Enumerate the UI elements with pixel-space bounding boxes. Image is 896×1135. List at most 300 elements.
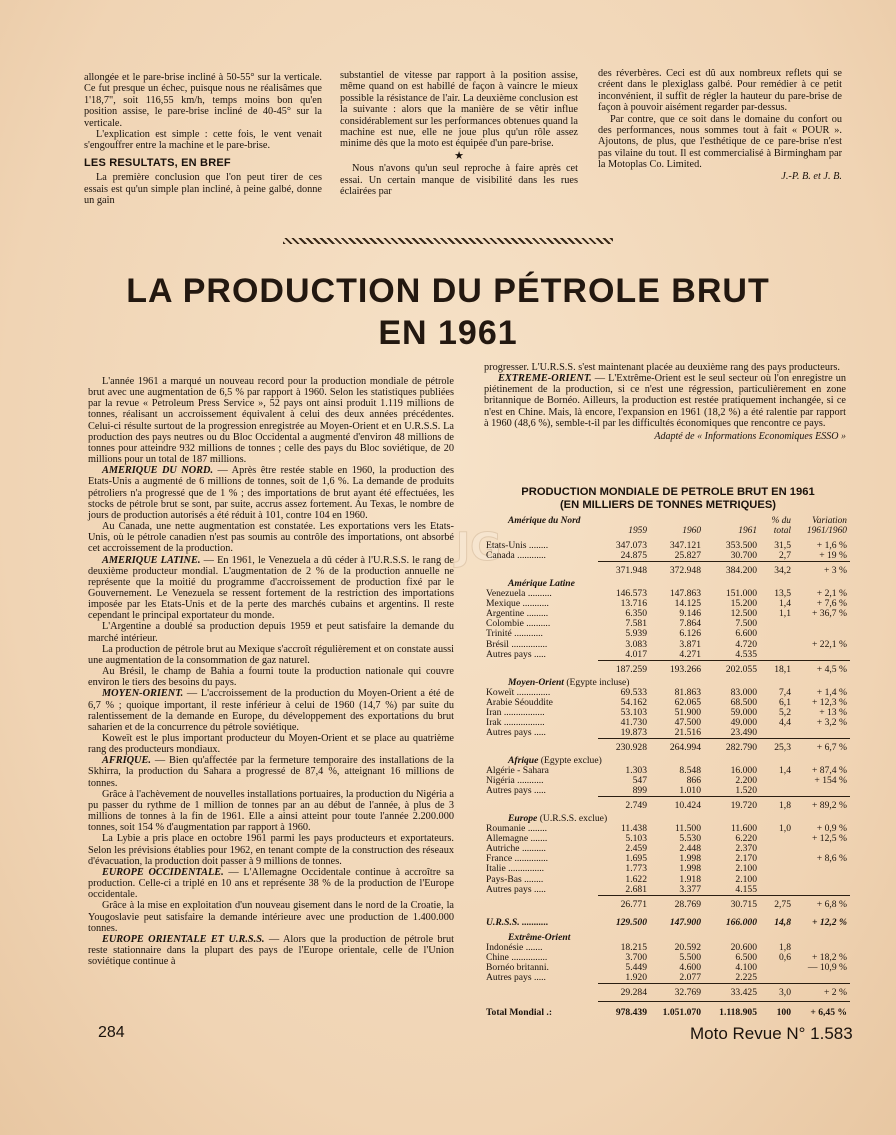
table-cell: + 8,6 % (816, 853, 847, 865)
table-cell: 6.500 (735, 951, 757, 963)
table-cell: 16.000 (730, 765, 757, 777)
table-cell: 15.200 (730, 598, 757, 610)
table-cell: 4.100 (735, 961, 757, 973)
row-label: Autres pays ..... (486, 785, 546, 797)
table-cell (760, 834, 794, 844)
table-header (486, 516, 850, 526)
paragraph: — L'Extrême-Orient est le seul secteur où l'on enregistre un piétinement de la production, si ce n'est une régression, particulièrement en zone britannique de Bornéo. Ailleurs, la production est restée pratiquement inchangée, si ce n'est en Chine. Mais, là encore, l'expansion en 1961 (18,2 %) a été ralentie par rapport à 1960 (48,6 %), semble-t-il par les difficultés économiques que rencontre ce pays. (484, 373, 846, 429)
table-cell: 13,5 (774, 588, 791, 600)
paragraph: La Lybie a pris place en octobre 1961 parmi les pays producteurs et exportateurs. Selon les prévisions établies pour 1962, en tenant compte de la construction des réseaux d'évacuation, la production doit passer à 9 millions de tonnes. (88, 833, 454, 867)
table-cell: 146.573 (615, 588, 647, 600)
article-right-column (484, 362, 846, 442)
table-row (486, 864, 850, 874)
table-cell: 6.600 (735, 628, 757, 640)
table-cell: 12.500 (730, 608, 757, 620)
table-cell: 25,3 (760, 738, 794, 756)
section-heading: EUROPE ORIENTALE ET U.R.S.S. (102, 933, 265, 945)
table-cell: 5.530 (679, 833, 701, 845)
group-note: (U.R.S.S. exclue) (539, 813, 608, 825)
table-cell: 2.100 (735, 873, 757, 885)
table-cell: 81.863 (674, 686, 701, 698)
group-label: Amérique Latine (508, 578, 575, 590)
row-label: Canada ............ (486, 550, 546, 562)
table-row (486, 983, 850, 1001)
section-heading: AMERIQUE DU NORD. (102, 465, 214, 477)
table-cell: + 2 % (794, 983, 850, 1001)
table-cell (760, 885, 794, 896)
row-label: Nigéria ........... (486, 775, 544, 787)
row-label: Iran ................. (486, 706, 545, 718)
table-cell: 19.873 (620, 726, 647, 738)
table-cell: 20.600 (730, 941, 757, 953)
paragraph: Nous n'avons qu'un seul reproche à faire après cet essai. Un certain manque de visibilité dans les rues éclairées par (340, 163, 578, 198)
magazine-issue: Moto Revue N° 1.583 (690, 1024, 853, 1043)
table-cell: — 10,9 % (807, 961, 847, 973)
paragraph: — Alors que la production de pétrole brut reste stationnaire dans la plupart des pays de l'Europe orientale, celle de l'Union soviétique continue à (88, 933, 454, 968)
table-cell: 3.700 (625, 951, 647, 963)
table-cell: 3.377 (679, 883, 701, 895)
table-cell: 371.948 (598, 562, 650, 580)
table-cell (794, 619, 850, 629)
table-cell (486, 526, 598, 536)
row-label: Venezuela .......... (486, 588, 552, 600)
table-cell: 4,4 (779, 716, 791, 728)
table-cell: 18.215 (620, 941, 647, 953)
table-cell: 18,1 (760, 660, 794, 678)
table-cell: + 0,9 % (816, 823, 847, 835)
table-cell (760, 973, 794, 984)
section-heading: EXTREME-ORIENT. (498, 373, 592, 385)
star-separator: ★ (454, 149, 464, 162)
table-cell: 59.000 (730, 706, 757, 718)
row-label: Chine ............... (486, 951, 548, 963)
table-cell: 1,8 (760, 797, 794, 815)
table-cell: 1,0 (779, 823, 791, 835)
table-cell: 6,1 (779, 696, 791, 708)
table-cell: 83.000 (730, 686, 757, 698)
table-cell: 1.520 (735, 785, 757, 797)
row-label: Trinité ............ (486, 628, 543, 640)
table-cell (760, 963, 794, 973)
table-cell: 49.000 (730, 716, 757, 728)
table-cell: 4.155 (735, 883, 757, 895)
table-cell: 230.928 (598, 738, 650, 756)
table-row (486, 885, 850, 896)
table-title-line2: (EN MILLIERS DE TONNES METRIQUES) (559, 499, 777, 511)
page-number: 284 (98, 1024, 125, 1041)
section-heading: AFRIQUE. (102, 755, 151, 767)
table-cell: 866 (686, 775, 701, 787)
table-cell: + 2,1 % (816, 588, 847, 600)
table-cell: 11.500 (674, 823, 701, 835)
table-cell: 2.170 (735, 853, 757, 865)
table-cell: 151.000 (725, 588, 757, 600)
table-cell: 7.500 (735, 618, 757, 630)
table-cell: + 18,2 % (812, 951, 847, 963)
table-cell (760, 864, 794, 874)
svg-text:JG: JG (456, 525, 502, 569)
table-title (488, 486, 848, 512)
table-cell: 32.769 (650, 983, 704, 1001)
table-cell: 1.118.905 (704, 1001, 760, 1018)
row-label: Roumanie ........ (486, 823, 548, 835)
row-label: Etats-Unis ........ (486, 540, 549, 552)
table-cell: 13.716 (620, 598, 647, 610)
table-cell: 5.103 (625, 833, 647, 845)
table-cell: 4.535 (735, 648, 757, 660)
table-cell: 62.065 (674, 696, 701, 708)
top-column-1 (84, 72, 322, 206)
table-row (486, 660, 850, 678)
table-cell: 1.303 (625, 765, 647, 777)
table-cell (794, 728, 850, 739)
paragraph: — L'accroissement de la production du Moyen-Orient a été de 6,7 % ; quoique important, il reste inférieur à celui de 1960 (14,7 %) par suite du ralentissement de la demande en Europe, du développement des exportations du brut saharien et de la concurrence du pétrole soviétique. (88, 688, 454, 733)
table-cell: 129.500 (615, 916, 647, 928)
group-label: Extrême-Orient (508, 931, 571, 943)
row-label: Arabie Séouddite (486, 696, 553, 708)
table-cell: 8.548 (679, 765, 701, 777)
paragraph: progresser. L'U.R.S.S. s'est maintenant placée au deuxième rang des pays producteurs. (484, 362, 840, 373)
table-cell: 5.939 (625, 628, 647, 640)
table-cell (650, 516, 704, 526)
top-column-2 (340, 70, 578, 197)
table-cell: 1,1 (779, 608, 791, 620)
table-cell: + 7,6 % (816, 598, 847, 610)
table-cell: 54.162 (620, 696, 647, 708)
table-cell: 51.900 (674, 706, 701, 718)
article-title-line2: EN 1961 (378, 314, 518, 352)
table-cell: 3.871 (679, 638, 701, 650)
table-cell: 2.749 (598, 797, 650, 815)
table-cell: 7.581 (625, 618, 647, 630)
table-cell: 23.490 (730, 726, 757, 738)
table-cell: 3,0 (760, 983, 794, 1001)
table-cell (794, 885, 850, 896)
column-header: 1959 (628, 526, 647, 537)
article-left-column (88, 376, 454, 967)
table-cell (760, 650, 794, 661)
group-note: (Egypte incluse) (566, 676, 630, 688)
table-row (486, 562, 850, 580)
table-cell: 372.948 (650, 562, 704, 580)
row-label: Pays-Bas ........ (486, 873, 544, 885)
paragraph: Grâce à la mise en exploitation d'un nouveau gisement dans le nord de la Croatie, la Yougoslavie peut satisfaire la demande intérieure avec une production de 1.400.000 tonnes. (88, 900, 454, 934)
table-cell: 29.284 (598, 983, 650, 1001)
table-cell: 1.998 (679, 863, 701, 875)
row-label: Autres pays ..... (486, 972, 546, 984)
table-cell: 69.533 (620, 686, 647, 698)
table-cell: 1.920 (625, 971, 647, 983)
table-cell: 14,8 (774, 916, 791, 928)
row-label: Colombie .......... (486, 618, 551, 630)
table-cell: 2.459 (625, 843, 647, 855)
table-row (486, 738, 850, 756)
table-cell: 1.051.070 (650, 1001, 704, 1018)
table-cell: + 6,7 % (794, 738, 850, 756)
table-cell: 2.225 (735, 971, 757, 983)
table-cell: 24.875 (620, 550, 647, 562)
table-cell: 6.220 (735, 833, 757, 845)
paragraph: La première conclusion que l'on peut tirer de ces essais est qu'un simple plan incliné, à peine galbé, donne un gain (84, 172, 322, 207)
table-cell: 20.592 (674, 941, 701, 953)
group-label: Amérique du Nord (508, 516, 581, 526)
table-cell: 14.125 (674, 598, 701, 610)
table-cell (760, 640, 794, 650)
row-label: Algérie - Sahara (486, 765, 549, 777)
table-cell: 6.350 (625, 608, 647, 620)
source-credit: Adapté de « Informations Economiques ESSO » (654, 430, 846, 442)
paragraph: Grâce à l'achèvement de nouvelles installations portuaires, la production du Nigéria a pu passer du rythme de 1 million de tonnes par an au début de l'année, à plus de 3 millions de tonnes à la fin de 1961. Elle a ainsi atteint pour toute l'année 2.200.000 tonnes, soit 154 % d'augmentation par rapport à 1960. (88, 788, 454, 834)
table-cell: 5.449 (625, 961, 647, 973)
table-cell: + 22,1 % (812, 638, 847, 650)
row-label: U.R.S.S. ........... (486, 916, 549, 928)
table-cell: 10.424 (650, 797, 704, 815)
row-label: Koweït .............. (486, 686, 551, 698)
table-cell: 30.700 (730, 550, 757, 562)
table-cell: 347.121 (669, 540, 701, 552)
table-cell (794, 629, 850, 639)
table-cell (760, 728, 794, 739)
table-cell: 4.720 (735, 638, 757, 650)
table-cell: 11.438 (620, 823, 647, 835)
paragraph: Au Brésil, le champ de Bahia a fourni toute la production nationale qui couvre environ le tiers des besoins du pays. (88, 666, 454, 689)
table-cell: 6.126 (679, 628, 701, 640)
row-label: Autres pays ..... (486, 883, 546, 895)
column-header: total (773, 526, 791, 537)
table-cell: 147.863 (669, 588, 701, 600)
table-cell (794, 650, 850, 661)
table-cell: 1.010 (679, 785, 701, 797)
paragraph: L'année 1961 a marqué un nouveau record pour la production mondiale de pétrole brut avec une augmentation de 6,5 % par rapport à 1960. Selon les statistiques publiées par la revue « Petroleum Press Service », 52 pays ont ainsi produit 1.119 millions de tonnes, réalisant un accroissement équivalent à celui des deux années précédentes. Celui-ci résulte surtout de la progression enregistrée au Moyen-Orient et en U.R.S.S. La production des pays neutres ou du Bloc Occidental a augmenté d'environ 48 millions de tonnes pour atteindre 932 millions de tonnes ; celle des pays du Bloc soviétique, de 20 millions pour un total de 187 millions. (88, 376, 454, 466)
row-label: Indonésie ....... (486, 941, 543, 953)
column-header: % du (771, 516, 791, 526)
row-label: Total Mondial .: (486, 1006, 553, 1018)
table-title-line1: PRODUCTION MONDIALE DE PETROLE BRUT EN 1961 (521, 486, 815, 498)
row-label: Argentine ......... (486, 608, 549, 620)
table-cell: 2,75 (760, 895, 794, 913)
table-cell: 1.998 (679, 853, 701, 865)
table-cell: 347.073 (615, 540, 647, 552)
table-row (486, 797, 850, 815)
table-cell: 21.516 (674, 726, 701, 738)
table-row (486, 786, 850, 797)
table-cell: 1.918 (679, 873, 701, 885)
row-label (486, 738, 598, 756)
table-cell (760, 629, 794, 639)
column-header: 1961 (738, 526, 757, 537)
table-cell: + 154 % (814, 775, 847, 787)
row-label (486, 797, 598, 815)
table-row (486, 551, 850, 562)
table-cell: 100 (760, 1001, 794, 1018)
table-row (486, 728, 850, 739)
paragraph: — Bien qu'affectée par la fermeture temporaire des installations de la Skhirra, la production du Sahara a progressé de 87,4 %, atteignant 16 millions de tonnes. (88, 755, 454, 789)
table-cell: 202.055 (704, 660, 760, 678)
decorative-divider (283, 238, 613, 244)
table-cell: 384.200 (704, 562, 760, 580)
table-cell: 147.900 (669, 916, 701, 928)
table-cell: 187.259 (598, 660, 650, 678)
table-cell: 547 (632, 775, 647, 787)
table-cell: 264.994 (650, 738, 704, 756)
table-cell (760, 776, 794, 786)
table-cell: 1,8 (779, 941, 791, 953)
table-cell: 1.695 (625, 853, 647, 865)
table-cell: + 12,5 % (812, 833, 847, 845)
table-row (486, 1001, 850, 1018)
table-cell: 282.790 (704, 738, 760, 756)
table-row (486, 913, 850, 933)
section-heading: EUROPE OCCIDENTALE. (102, 866, 224, 878)
signature: J.-P. B. et J. B. (781, 170, 842, 182)
table-cell: 0,6 (779, 951, 791, 963)
table-cell: + 19 % (819, 550, 847, 562)
row-label: Brésil ............... (486, 638, 548, 650)
row-label: Autres pays ..... (486, 648, 546, 660)
table-cell (704, 516, 760, 526)
table-cell: 3.083 (625, 638, 647, 650)
section-heading: MOYEN-ORIENT. (102, 688, 184, 700)
table-cell (760, 786, 794, 797)
paragraph: Au Canada, une nette augmentation est constatée. Les exportations vers les Etats-Unis, où le pétrole canadien n'est pas soumis au contrôle des importations, ont absorbé cet accroissement de la production. (88, 521, 454, 555)
table-cell (760, 619, 794, 629)
table-row (486, 629, 850, 639)
paragraph: Par contre, que ce soit dans le domaine du confort ou des performances, nous sommes tout à fait « POUR ». Ajoutons, de plus, que l'esthétique de ce pare-brise n'est pas vilaine du tout. Il est commercialisé à Birmingham par la Motoplas Co. Limited. (598, 113, 842, 171)
paragraph: La production de pétrole brut au Mexique s'accroît régulièrement et on constate aussi une augmentation de la consommation de gaz naturel. (88, 643, 454, 666)
row-label (486, 660, 598, 678)
table-cell: 68.500 (730, 696, 757, 708)
group-label: Moyen-Orient (Egypte incluse) (508, 676, 630, 688)
table-cell: 1,4 (779, 765, 791, 777)
table-cell: + 3,2 % (816, 716, 847, 728)
section-heading: LES RESULTATS, EN BREF (84, 156, 231, 169)
table-cell: 28.769 (650, 895, 704, 913)
table-cell: 353.500 (725, 540, 757, 552)
paragraph: — Après être restée stable en 1960, la production des Etats-Unis a augmenté de 6 millions de tonnes, soit de 1,6 %. La demande de produits pétroliers n'a progressé que de 1 % ; des importations de brut ayant été effectuées, les stocks de pétrole brut se sont, par suite, accrus assez fortement. Au Texas, le nombre de jours de production autorisés a été réduit à 101, contre 104 en 1960. (88, 465, 454, 521)
table-cell: + 36,7 % (812, 608, 847, 620)
table-cell: 30.715 (704, 895, 760, 913)
paragraph: L'explication est simple : cette fois, le vent venait s'engouffrer entre la machine et le pare-brise. (84, 129, 322, 152)
paragraph: Koweït est le plus important producteur du Moyen-Orient et se place au quatrième rang des producteurs mondiaux. (88, 733, 454, 756)
table-cell (794, 786, 850, 797)
table-cell: 1.622 (625, 873, 647, 885)
table-cell: 31,5 (774, 540, 791, 552)
row-label: Allemagne ....... (486, 833, 548, 845)
table-cell: 1,4 (779, 598, 791, 610)
table-cell: + 89,2 % (794, 797, 850, 815)
row-label: Mexique ........... (486, 598, 549, 610)
table-cell: 2.200 (735, 775, 757, 787)
table-cell: 2.448 (679, 843, 701, 855)
column-header: 1961/1960 (806, 526, 847, 537)
top-column-3 (598, 68, 842, 182)
table-cell: 47.500 (674, 716, 701, 728)
table-cell: + 87,4 % (812, 765, 847, 777)
table-cell: 7.864 (679, 618, 701, 630)
paragraph: allongée et le pare-brise incliné à 50-55° sur la verticale. Ce fut presque un échec, puisque nous ne réalisâmes que 1'18,7", soit 116,55 km/h, temps moins bon qu'en position assise, le pare-brise incliné de 40-45° sur la verticale. (84, 72, 322, 129)
table-cell: 5,2 (779, 706, 791, 718)
table-row (486, 650, 850, 661)
row-label (486, 983, 598, 1001)
table-cell: + 1,4 % (816, 686, 847, 698)
row-label (486, 895, 598, 913)
column-header: 1960 (682, 526, 701, 537)
table-cell: + 4,5 % (794, 660, 850, 678)
row-label: Italie ............... (486, 863, 545, 875)
table-cell: 4.271 (679, 648, 701, 660)
paragraph: substantiel de vitesse par rapport à la position assise, même quand on est habillé de façon à vaincre le mieux possible la résistance de l'air. La deuxième conclusion est la suivante : alors que la manière de se vêtir influe considérablement sur les performances obtenues quand la machine est nue, elle ne joue plus qu'un rôle assez minime dès que la moto est équipée d'un pare-brise. (340, 70, 578, 150)
row-label: Irak ................. (486, 716, 545, 728)
table-cell: 34,2 (760, 562, 794, 580)
table-cell: 7,4 (779, 686, 791, 698)
row-label: Autres pays ..... (486, 727, 546, 739)
row-label: Bornéo britanni. (486, 961, 549, 973)
table-cell: 4.017 (625, 648, 647, 660)
table-cell (760, 875, 794, 885)
table-cell: 25.827 (674, 550, 701, 562)
table-row (486, 973, 850, 984)
table-cell: 53.103 (620, 706, 647, 718)
table-cell: 166.000 (725, 916, 757, 928)
paragraph: — L'Allemagne Occidentale continue à accroître sa production. Celle-ci a triplé en 10 ans et représente 38 % de la production de l'Europe occidentale. (88, 866, 454, 901)
table-cell: 4.600 (679, 961, 701, 973)
table-cell: + 12,3 % (812, 696, 847, 708)
table-cell: 193.266 (650, 660, 704, 678)
table-cell (760, 844, 794, 854)
table-cell: 33.425 (704, 983, 760, 1001)
table-cell: 9.146 (679, 608, 701, 620)
table-cell: + 6,45 % (794, 1001, 850, 1018)
production-table (486, 516, 850, 1018)
table-header (486, 526, 850, 536)
row-label: France .............. (486, 853, 549, 865)
table-cell: + 6,8 % (794, 895, 850, 913)
row-label: Autriche .......... (486, 843, 546, 855)
row-label (486, 562, 598, 580)
section-heading: AMERIQUE LATINE. (102, 554, 201, 566)
table-row (486, 895, 850, 913)
table-cell: + 1,6 % (816, 540, 847, 552)
paragraph: des réverbères. Ceci est dû aux nombreux reflets qui se créent dans le plexiglass galbé. Pour remédier à ce petit inconvénient, il suffit de régler la hauteur du pare-brise de façon à pouvoir aisément regarder par-dessus. (598, 68, 842, 114)
table-cell: 5.500 (679, 951, 701, 963)
table-cell: 2.370 (735, 843, 757, 855)
table-cell (794, 973, 850, 984)
paragraph: L'Argentine a doublé sa production depuis 1959 et peut satisfaire la demande du marché intérieur. (88, 621, 454, 644)
table-cell: 11.600 (730, 823, 757, 835)
paragraph: — En 1961, le Venezuela a dû céder à l'U.R.S.S. le rang de deuxième producteur mondial. L'augmentation de 2 % de la production annuelle ne représente que la moitié du programme d'accroissement de production fixé par le Gouvernement. Le Venezuela se ressent fortement de la restriction des importations imposée par les Etats-Unis et de la perte des marchés cubains et argentins. Il reste cependant le principal exportateur du monde. (88, 554, 454, 622)
article-title: LA PRODUCTION DU PÉTROLE BRUT (126, 272, 770, 310)
group-label: Europe (U.R.S.S. exclue) (508, 813, 608, 825)
table-cell: 41.730 (620, 716, 647, 728)
table-cell: 978.439 (598, 1001, 650, 1018)
table-cell: + 12,2 % (811, 916, 847, 928)
table-cell: 26.771 (598, 895, 650, 913)
table-cell: 2.681 (625, 883, 647, 895)
table-cell: 2.100 (735, 863, 757, 875)
table-cell: + 3 % (794, 562, 850, 580)
table-cell: 1.773 (625, 863, 647, 875)
column-header: Variation (812, 516, 847, 526)
table-cell (794, 864, 850, 874)
table-cell: + 13 % (819, 706, 847, 718)
table-cell: 19.720 (704, 797, 760, 815)
table-cell: 2.077 (679, 971, 701, 983)
table-cell (794, 875, 850, 885)
table-cell (760, 854, 794, 864)
table-cell: 899 (632, 785, 647, 797)
table-cell (598, 516, 650, 526)
group-label: Afrique (Egypte exclue) (508, 754, 602, 766)
